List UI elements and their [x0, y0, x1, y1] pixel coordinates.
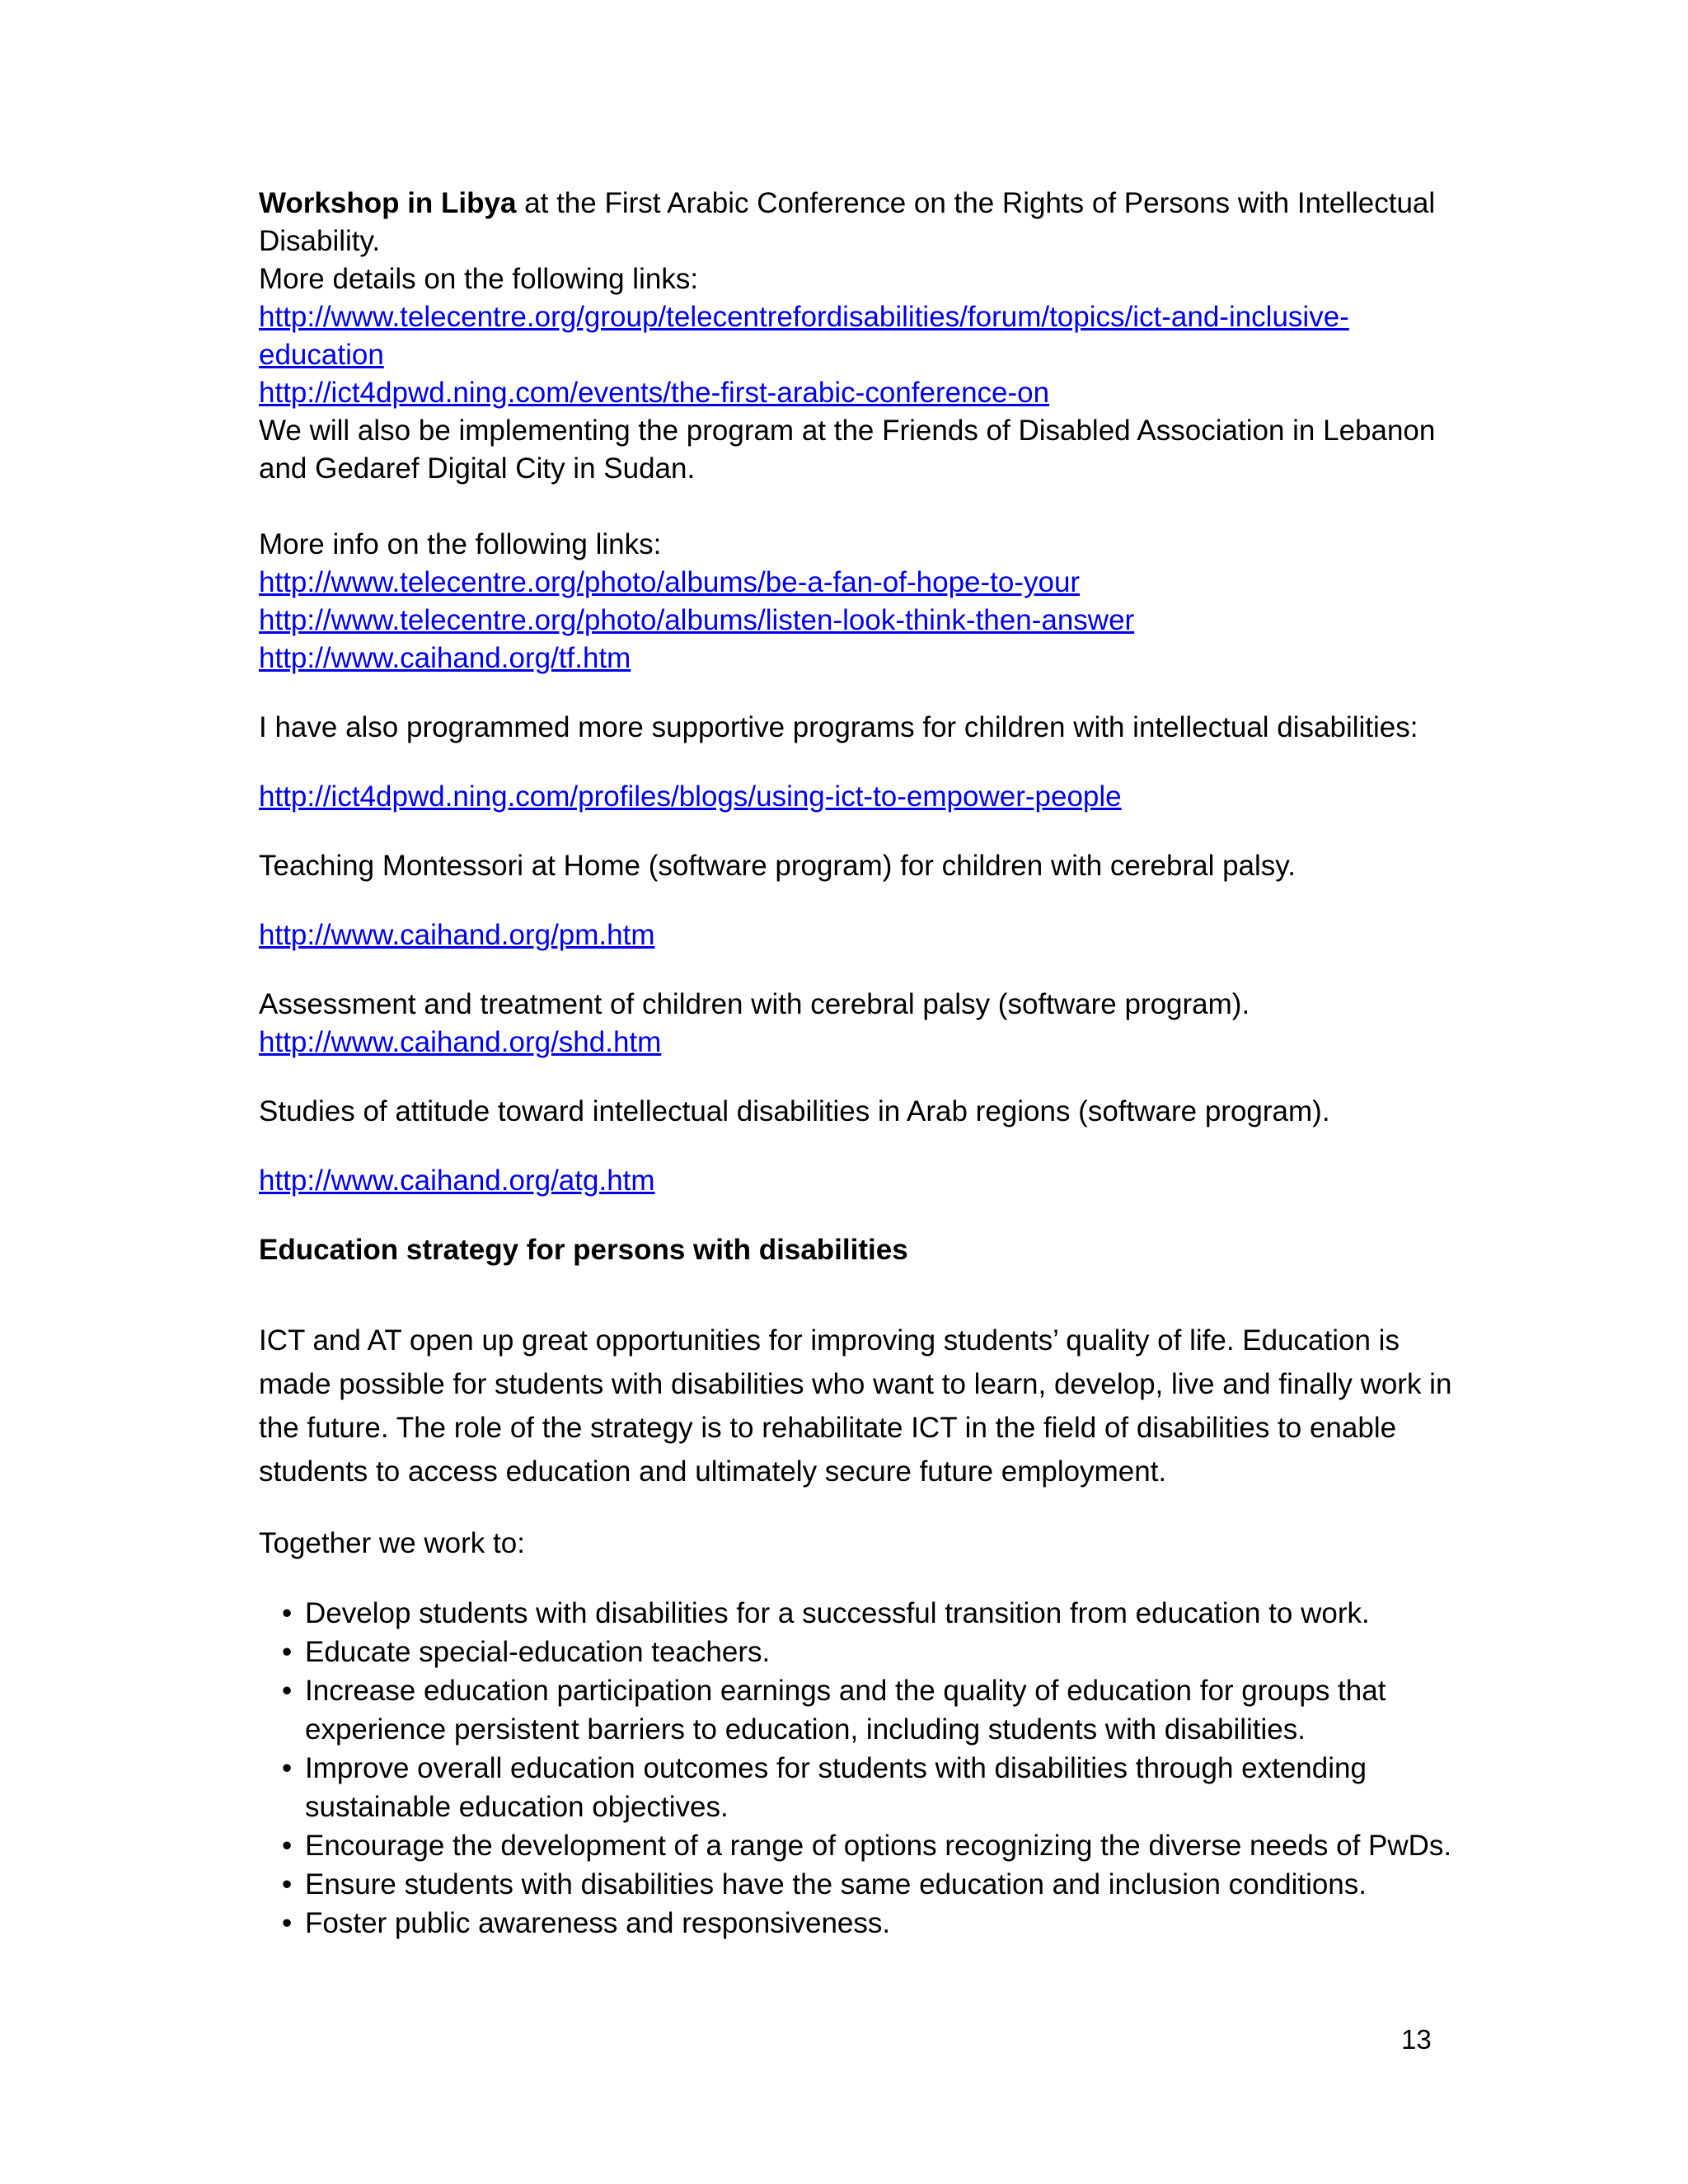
link-telecentre-forum[interactable]: http://www.telecentre.org/group/telecentrefordisabilities/forum/topics/ict-and-inclusive-education [259, 301, 1349, 371]
list-item [282, 1826, 1462, 1865]
strategy-heading: Education strategy for persons with disabilities [259, 1234, 908, 1266]
bullet-icon: • [282, 1830, 293, 1862]
spacer [259, 885, 1462, 916]
spacer [259, 677, 1462, 709]
list-item-text: Develop students with disabilities for a successful transition from education to work. [305, 1597, 1370, 1629]
link-caihand-shd[interactable]: http://www.caihand.org/shd.htm [259, 1026, 662, 1058]
link-caihand-atg[interactable]: http://www.caihand.org/atg.htm [259, 1165, 655, 1197]
list-item-text: Increase education participation earnings and the quality of education for groups that experience persistent barriers to education, including students with disabilities. [305, 1675, 1386, 1746]
list-item-text: Encourage the development of a range of options recognizing the diverse needs of PwDs. [305, 1830, 1452, 1862]
programs-intro: I have also programmed more supportive programs for children with intellectual disabilities: [259, 711, 1418, 743]
bullet-icon: • [282, 1636, 293, 1668]
link-be-a-fan[interactable]: http://www.telecentre.org/photo/albums/be-a-fan-of-hope-to-your [259, 566, 1081, 598]
bullet-icon: • [282, 1868, 293, 1900]
assessment-paragraph: Assessment and treatment of children with cerebral palsy (software program). [259, 988, 1250, 1020]
list-item-text: Improve overall education outcomes for students with disabilities through extending sustainable education objectives. [305, 1752, 1367, 1823]
studies-paragraph: Studies of attitude toward intellectual disabilities in Arab regions (software program). [259, 1095, 1330, 1127]
link-caihand-tf[interactable]: http://www.caihand.org/tf.htm [259, 642, 631, 674]
list-item-text: Educate special-education teachers. [305, 1636, 771, 1668]
list-item [282, 1633, 1462, 1671]
spacer [259, 1269, 1462, 1319]
together-label: Together we work to: [259, 1527, 525, 1559]
spacer [259, 1200, 1462, 1231]
workshop-paragraph [259, 185, 1462, 260]
page-content [259, 185, 1462, 1943]
spacer [259, 1493, 1462, 1525]
implementing-paragraph: We will also be implementing the program at the Friends of Disabled Association in Lebanon and Gedaref Digital City in Sudan. [259, 415, 1436, 485]
montessori-paragraph: Teaching Montessori at Home (software program) for children with cerebral palsy. [259, 850, 1296, 882]
list-item-text: Foster public awareness and responsiveness. [305, 1907, 891, 1939]
strategy-bullet-list [259, 1594, 1462, 1943]
spacer [259, 1131, 1462, 1162]
strategy-paragraph: ICT and AT open up great opportunities for improving students’ quality of life. Education is made possible for students with disabilities who want to learn, develop, live and finally work in the future. The role of the strategy is to rehabilitate ICT in the field of disabilities to enable students to access education and ultimately secure future employment. [259, 1324, 1452, 1488]
list-item [282, 1749, 1462, 1826]
list-item-text: Ensure students with disabilities have the same education and inclusion conditions. [305, 1868, 1367, 1900]
link-ict4dpwd-event[interactable]: http://ict4dpwd.ning.com/events/the-first-arabic-conference-on [259, 377, 1050, 409]
more-info-label: More info on the following links: [259, 528, 662, 560]
spacer [259, 816, 1462, 847]
workshop-description: at the First Arabic Conference on the Rights of Persons with Intellectual Disability. [259, 187, 1436, 257]
spacer [259, 954, 1462, 986]
workshop-title: Workshop in Libya [259, 187, 517, 219]
list-item [282, 1904, 1462, 1943]
spacer [259, 747, 1462, 778]
link-listen-look[interactable]: http://www.telecentre.org/photo/albums/listen-look-think-then-answer [259, 604, 1135, 636]
list-item [282, 1594, 1462, 1633]
more-details-label: More details on the following links: [259, 263, 699, 295]
bullet-icon: • [282, 1597, 293, 1629]
bullet-icon: • [282, 1907, 293, 1939]
page-number: 13 [1401, 2024, 1432, 2055]
link-empower-people[interactable]: http://ict4dpwd.ning.com/profiles/blogs/using-ict-to-empower-people [259, 780, 1122, 813]
list-item [282, 1865, 1462, 1904]
list-item [282, 1671, 1462, 1749]
spacer [259, 1062, 1462, 1093]
spacer [259, 1563, 1462, 1594]
bullet-icon: • [282, 1752, 293, 1784]
spacer [259, 488, 1462, 526]
bullet-icon: • [282, 1675, 293, 1707]
link-caihand-pm[interactable]: http://www.caihand.org/pm.htm [259, 919, 655, 951]
